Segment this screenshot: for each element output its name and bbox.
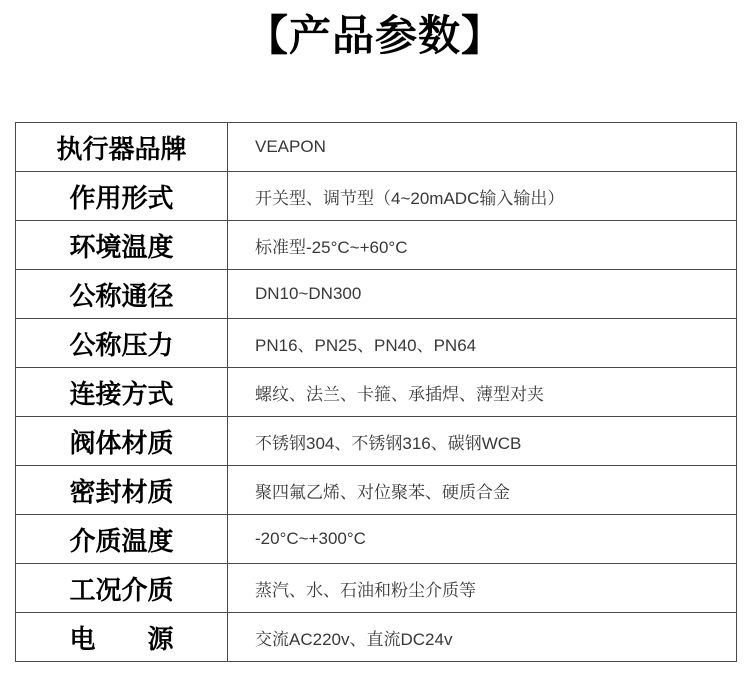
table-row <box>16 368 737 417</box>
param-value: 螺纹、法兰、卡箍、承插焊、薄型对夹 <box>228 368 737 417</box>
product-params-table <box>15 122 737 662</box>
param-value: DN10~DN300 <box>228 270 737 319</box>
table-row <box>16 613 737 662</box>
table-row <box>16 123 737 172</box>
param-value: 蒸汽、水、石油和粉尘介质等 <box>228 564 737 613</box>
param-value: VEAPON <box>228 123 737 172</box>
param-label: 密封材质 <box>16 466 228 515</box>
param-label: 工况介质 <box>16 564 228 613</box>
product-params-table-body <box>16 123 737 662</box>
param-label: 执行器品牌 <box>16 123 228 172</box>
table-row <box>16 319 737 368</box>
param-value: 聚四氟乙烯、对位聚苯、硬质合金 <box>228 466 737 515</box>
param-label: 公称压力 <box>16 319 228 368</box>
param-label: 阀体材质 <box>16 417 228 466</box>
param-value: 标准型-25°C~+60°C <box>228 221 737 270</box>
page <box>0 10 750 681</box>
table-row <box>16 172 737 221</box>
param-value: 开关型、调节型（4~20mADC输入输出） <box>228 172 737 221</box>
table-row <box>16 515 737 564</box>
param-value: PN16、PN25、PN40、PN64 <box>228 319 737 368</box>
param-value: -20°C~+300°C <box>228 515 737 564</box>
param-value: 交流AC220v、直流DC24v <box>228 613 737 662</box>
table-row <box>16 417 737 466</box>
param-label: 环境温度 <box>16 221 228 270</box>
table-row <box>16 466 737 515</box>
param-label: 电 源 <box>16 613 228 662</box>
param-label: 介质温度 <box>16 515 228 564</box>
table-row <box>16 564 737 613</box>
param-label: 作用形式 <box>16 172 228 221</box>
page-title: 【产品参数】 <box>245 12 504 59</box>
table-row <box>16 221 737 270</box>
param-label: 公称通径 <box>16 270 228 319</box>
table-row <box>16 270 737 319</box>
param-label: 连接方式 <box>16 368 228 417</box>
param-value: 不锈钢304、不锈钢316、碳钢WCB <box>228 417 737 466</box>
